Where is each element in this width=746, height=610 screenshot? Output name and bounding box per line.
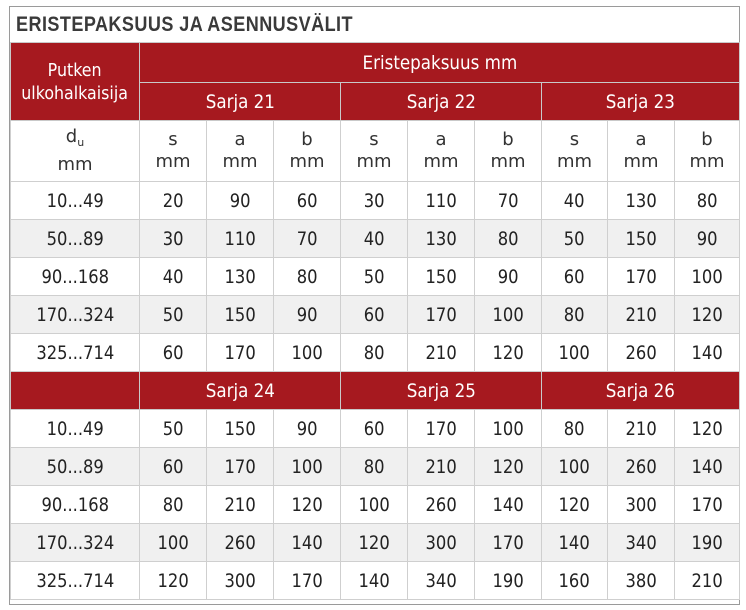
value-cell: 80	[140, 486, 207, 524]
value-cell: 100	[542, 334, 608, 372]
diameter-range-cell: 50...89	[11, 220, 140, 258]
series-header: Sarja 23	[542, 83, 740, 121]
value-cell: 190	[675, 524, 740, 562]
value-cell: 50	[140, 296, 207, 334]
value-cell: 150	[408, 258, 475, 296]
insulation-thickness-header: Eristepaksuus mm	[140, 43, 740, 83]
value-cell: 190	[475, 562, 542, 600]
value-cell: 140	[274, 524, 341, 562]
value-cell: 260	[207, 524, 274, 562]
value-cell: 130	[408, 220, 475, 258]
diameter-unit-cell: $d_u$ mm	[11, 121, 140, 182]
series-header: Sarja 25	[341, 372, 542, 410]
value-cell: 50	[140, 410, 207, 448]
value-cell: 100	[341, 486, 408, 524]
value-cell: 100	[274, 448, 341, 486]
value-cell: 100	[274, 334, 341, 372]
diameter-range-cell: 325...714	[11, 334, 140, 372]
value-cell: 210	[608, 410, 675, 448]
value-cell: 140	[675, 448, 740, 486]
value-cell: 100	[542, 448, 608, 486]
value-cell: 70	[475, 182, 542, 220]
value-cell: 260	[608, 448, 675, 486]
outer-diameter-line1: Putken	[48, 59, 102, 81]
value-cell: 60	[274, 182, 341, 220]
value-cell: 170	[608, 258, 675, 296]
value-cell: 40	[542, 182, 608, 220]
value-cell: 60	[542, 258, 608, 296]
value-cell: 170	[675, 486, 740, 524]
value-cell: 90	[675, 220, 740, 258]
value-cell: 100	[675, 258, 740, 296]
value-cell: 210	[408, 334, 475, 372]
value-cell: 80	[341, 448, 408, 486]
value-cell: 100	[140, 524, 207, 562]
units-row	[11, 121, 740, 182]
unit-cell: s mm	[542, 121, 608, 182]
value-cell: 140	[341, 562, 408, 600]
value-cell: 80	[542, 296, 608, 334]
value-cell: 340	[408, 562, 475, 600]
value-cell: 260	[608, 334, 675, 372]
value-cell: 210	[675, 562, 740, 600]
value-cell: 170	[274, 562, 341, 600]
series-header: Sarja 22	[341, 83, 542, 121]
value-cell: 210	[408, 448, 475, 486]
value-cell: 170	[408, 410, 475, 448]
value-cell: 120	[475, 334, 542, 372]
value-cell: 380	[608, 562, 675, 600]
value-cell: 170	[408, 296, 475, 334]
series-header: Sarja 26	[542, 372, 740, 410]
value-cell: 130	[207, 258, 274, 296]
value-cell: 340	[608, 524, 675, 562]
value-cell: 120	[542, 486, 608, 524]
value-cell: 70	[274, 220, 341, 258]
table-title: ERISTEPAKSUUS JA ASENNUSVÄLIT	[16, 13, 353, 36]
value-cell: 150	[207, 296, 274, 334]
unit-cell: b mm	[274, 121, 341, 182]
unit-cell: a mm	[207, 121, 274, 182]
diameter-range-cell: 90...168	[11, 258, 140, 296]
table-row	[11, 410, 740, 448]
table-row	[11, 182, 740, 220]
value-cell: 210	[207, 486, 274, 524]
value-cell: 80	[675, 182, 740, 220]
value-cell: 90	[207, 182, 274, 220]
value-cell: 60	[140, 334, 207, 372]
insulation-table-panel	[9, 6, 740, 605]
value-cell: 140	[475, 486, 542, 524]
value-cell: 120	[675, 296, 740, 334]
value-cell: 40	[341, 220, 408, 258]
table-row	[11, 258, 740, 296]
value-cell: 20	[140, 182, 207, 220]
blank-header-cell	[11, 372, 140, 410]
series-header: Sarja 24	[140, 372, 341, 410]
value-cell: 30	[140, 220, 207, 258]
value-cell: 90	[274, 296, 341, 334]
unit-cell: b mm	[675, 121, 740, 182]
value-cell: 160	[542, 562, 608, 600]
header-row-1	[11, 43, 740, 83]
table-row	[11, 524, 740, 562]
value-cell: 80	[341, 334, 408, 372]
outer-diameter-line2: ulkohalkaisija	[21, 82, 129, 104]
table-row	[11, 486, 740, 524]
value-cell: 60	[341, 296, 408, 334]
value-cell: 300	[207, 562, 274, 600]
diameter-range-cell: 325...714	[11, 562, 140, 600]
value-cell: 60	[140, 448, 207, 486]
unit-cell: a mm	[408, 121, 475, 182]
diameter-range-cell: 90...168	[11, 486, 140, 524]
value-cell: 100	[475, 296, 542, 334]
value-cell: 260	[408, 486, 475, 524]
table-row	[11, 334, 740, 372]
unit-cell: s mm	[341, 121, 408, 182]
value-cell: 80	[542, 410, 608, 448]
unit-cell: a mm	[608, 121, 675, 182]
insulation-table	[10, 42, 740, 600]
table-row	[11, 220, 740, 258]
value-cell: 40	[140, 258, 207, 296]
value-cell: 120	[274, 486, 341, 524]
series-header-row-bottom	[11, 372, 740, 410]
value-cell: 90	[475, 258, 542, 296]
value-cell: 110	[408, 182, 475, 220]
value-cell: 80	[274, 258, 341, 296]
outer-diameter-header	[11, 43, 140, 121]
value-cell: 150	[608, 220, 675, 258]
diameter-range-cell: 10...49	[11, 182, 140, 220]
value-cell: 60	[341, 410, 408, 448]
value-cell: 120	[140, 562, 207, 600]
unit-cell: b mm	[475, 121, 542, 182]
value-cell: 170	[207, 448, 274, 486]
value-cell: 110	[207, 220, 274, 258]
value-cell: 300	[408, 524, 475, 562]
value-cell: 100	[475, 410, 542, 448]
diameter-range-cell: 170...324	[11, 524, 140, 562]
table-row	[11, 448, 740, 486]
value-cell: 120	[475, 448, 542, 486]
value-cell: 120	[341, 524, 408, 562]
value-cell: 50	[341, 258, 408, 296]
unit-cell: s mm	[140, 121, 207, 182]
value-cell: 80	[475, 220, 542, 258]
value-cell: 120	[675, 410, 740, 448]
value-cell: 30	[341, 182, 408, 220]
value-cell: 140	[542, 524, 608, 562]
value-cell: 170	[207, 334, 274, 372]
value-cell: 90	[274, 410, 341, 448]
series-header: Sarja 21	[140, 83, 341, 121]
diameter-range-cell: 170...324	[11, 296, 140, 334]
value-cell: 170	[475, 524, 542, 562]
table-row	[11, 296, 740, 334]
value-cell: 210	[608, 296, 675, 334]
table-row	[11, 562, 740, 600]
value-cell: 130	[608, 182, 675, 220]
value-cell: 140	[675, 334, 740, 372]
diameter-range-cell: 50...89	[11, 448, 140, 486]
value-cell: 300	[608, 486, 675, 524]
value-cell: 150	[207, 410, 274, 448]
diameter-range-cell: 10...49	[11, 410, 140, 448]
value-cell: 50	[542, 220, 608, 258]
